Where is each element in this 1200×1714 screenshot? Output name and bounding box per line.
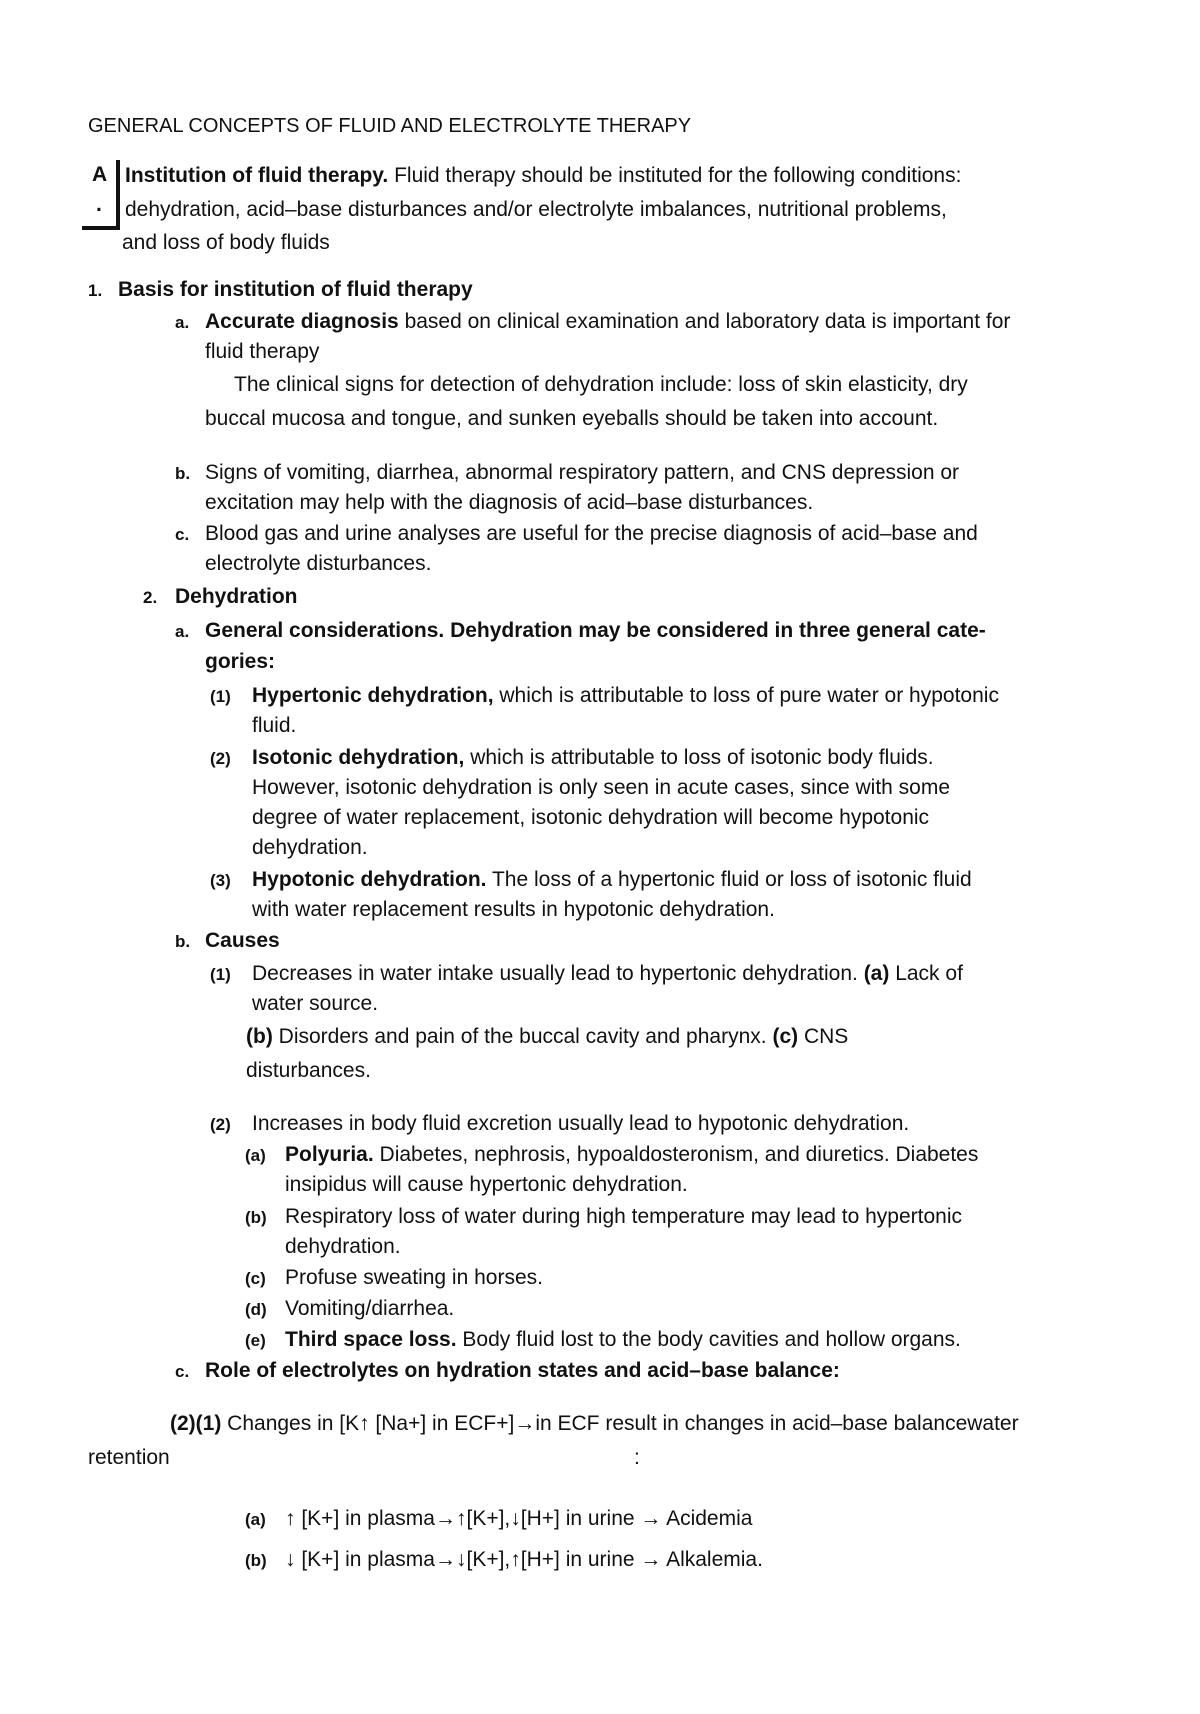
s2-ca-text: ↑ [K+] in plasma→↑[K+],↓[H+] in urine → Acidemia [285, 1507, 753, 1530]
s1-c-line2: electrolyte disturbances. [205, 552, 432, 575]
s2-a-3-mark: (3) [210, 871, 231, 890]
s2-a-3-line1 [210, 866, 972, 895]
s2-a-1-bold: Hypertonic dehydration, [252, 684, 494, 707]
s2-b-2-c-line [245, 1264, 543, 1293]
section-a-heading: Institution of fluid therapy. [125, 164, 389, 187]
s1-heading-line [88, 276, 473, 305]
s2-b-2-e-line [245, 1326, 961, 1355]
section-a-dot: . [96, 193, 102, 216]
s2-c-heading-line [175, 1357, 840, 1386]
section-a-text1: Fluid therapy should be instituted for the following conditions: [388, 164, 962, 187]
s2-c1-line1 [170, 1410, 1019, 1438]
s2-b-2-a-bold: Polyuria. [285, 1143, 374, 1166]
s1-a-note-line2: buccal mucosa and tongue, and sunken eyeballs should be taken into account. [205, 407, 939, 430]
s1-c-text1: Blood gas and urine analyses are useful for the precise diagnosis of acid–base and [205, 522, 978, 545]
s2-a-3-text: The loss of a hypertonic fluid or loss of isotonic fluid [486, 868, 972, 891]
s2-b-1-line4: disturbances. [246, 1059, 371, 1082]
s2-a-2-line1 [210, 744, 934, 773]
s1-a-bold: Accurate diagnosis [205, 310, 399, 333]
s2-b-1-a-mark: (a) [863, 962, 890, 985]
s2-a-2-mark: (2) [210, 749, 231, 768]
s1-a-line2: fluid therapy [205, 340, 320, 363]
s2-b-2-e-bold: Third space loss. [285, 1328, 457, 1351]
s2-a-3-bold: Hypotonic dehydration. [252, 868, 487, 891]
s1-b-text1: Signs of vomiting, diarrhea, abnormal respiratory pattern, and CNS depression or [205, 461, 960, 484]
s1-a-mark: a. [175, 313, 190, 332]
s2-c-heading: Role of electrolytes on hydration states and acid–base balance: [205, 1359, 840, 1382]
s2-b-2-a-line2: insipidus will cause hypertonic dehydration. [285, 1173, 688, 1196]
s2-b-1-b-mark: (b) [246, 1025, 273, 1048]
s2-b-1-mark: (1) [210, 965, 231, 984]
s2-a-2-bold: Isotonic dehydration, [252, 746, 465, 769]
s2-b-1-line3 [246, 1023, 848, 1051]
s2-ca-line [245, 1505, 752, 1534]
s2-c1-text: Changes in [K↑ [Na+] in ECF+]→in ECF result in changes in acid–base balancewater [221, 1412, 1019, 1435]
section-a-line2: dehydration, acid–base disturbances and/or electrolyte imbalances, nutritional problems, [125, 198, 947, 221]
s1-b-line1 [175, 459, 959, 488]
s2-b-2-d-line [245, 1295, 454, 1324]
s2-b-2-b-mark: (b) [245, 1208, 267, 1227]
s2-b-2-a-text: Diabetes, nephrosis, hypoaldosteronism, and diuretics. Diabetes [373, 1143, 979, 1166]
s1-b-line2: excitation may help with the diagnosis of acid–base disturbances. [205, 491, 814, 514]
s2-b-2-a-mark: (a) [245, 1146, 266, 1165]
s1-a-note-line1: The clinical signs for detection of dehydration include: loss of skin elasticity, dry [234, 373, 968, 396]
s2-heading-line [143, 583, 298, 612]
s2-a-text: General considerations. Dehydration may be considered in three general cate- [205, 619, 986, 642]
s2-a-1-text: which is attributable to loss of pure water or hypotonic [493, 684, 999, 707]
s2-b-1-c-text: CNS [798, 1025, 849, 1048]
s2-c1-colon: : [634, 1446, 640, 1469]
s2-ca-mark: (a) [245, 1510, 266, 1529]
s2-a-line1 [175, 617, 986, 646]
s2-cb-line [245, 1546, 763, 1575]
s1-a-line1 [175, 308, 1010, 337]
s2-b-2-b-text: Respiratory loss of water during high temperature may lead to hypertonic [285, 1205, 963, 1228]
s2-heading: Dehydration [175, 585, 298, 608]
s2-b-2-d-mark: (d) [245, 1300, 267, 1319]
s2-a-2-line3: degree of water replacement, isotonic dehydration will become hypotonic [252, 806, 930, 829]
s2-c1-line2: retention [88, 1446, 170, 1469]
section-a-line1 [125, 162, 961, 190]
s1-number: 1. [88, 281, 103, 300]
s2-b-2-c-text: Profuse sweating in horses. [285, 1266, 543, 1289]
s2-b-2-b-line1 [245, 1203, 962, 1232]
s2-b-1-line1 [210, 960, 963, 989]
s2-a-line2: gories: [205, 650, 276, 673]
s2-b-2-c-mark: (c) [245, 1269, 266, 1288]
s2-number: 2. [143, 588, 158, 607]
s2-b-1-a-text: Lack of [889, 962, 963, 985]
s2-b-2-a-line1 [245, 1141, 978, 1170]
s2-b-2-d-text: Vomiting/diarrhea. [285, 1297, 455, 1320]
s2-b-2-text: Increases in body fluid excretion usually lead to hypotonic dehydration. [252, 1112, 910, 1135]
document-title: GENERAL CONCEPTS OF FLUID AND ELECTROLYTE THERAPY [88, 115, 692, 137]
s2-a-1-line2: fluid. [252, 714, 297, 737]
s2-a-2-line4: dehydration. [252, 836, 368, 859]
s2-a-2-text: which is attributable to loss of isotonic body fluids. [464, 746, 934, 769]
s2-b-2-line1 [210, 1110, 909, 1139]
s2-b-heading-line [175, 927, 280, 956]
s2-b-1-b-text: Disorders and pain of the buccal cavity and pharynx. [272, 1025, 767, 1048]
section-a-letter: A [92, 163, 108, 186]
s2-b-2-mark: (2) [210, 1115, 231, 1134]
s2-b-2-e-text: Body fluid lost to the body cavities and hollow organs. [456, 1328, 961, 1351]
s2-a-3-line2: with water replacement results in hypotonic dehydration. [252, 898, 775, 921]
s2-a-2-line2: However, isotonic dehydration is only seen in acute cases, since with some [252, 776, 951, 799]
s1-c-line1 [175, 520, 978, 549]
s2-cb-text: ↓ [K+] in plasma→↓[K+],↑[H+] in urine → Alkalemia. [285, 1548, 763, 1571]
s2-a-1-line1 [210, 682, 999, 711]
s2-b-2-b-line2: dehydration. [285, 1235, 401, 1258]
s2-a-1-mark: (1) [210, 687, 231, 706]
s2-c-mark: c. [175, 1362, 190, 1381]
s1-heading: Basis for institution of fluid therapy [118, 278, 473, 301]
s2-b-mark: b. [175, 932, 191, 951]
s2-b-1-line2: water source. [252, 992, 379, 1015]
s2-b-2-e-mark: (e) [245, 1331, 266, 1350]
section-a-line3: and loss of body fluids [122, 231, 330, 254]
s2-cb-mark: (b) [245, 1551, 267, 1570]
s2-c1-prefix: (2)(1) [170, 1412, 222, 1435]
s2-b-1-text: Decreases in water intake usually lead to hypertonic dehydration. [252, 962, 858, 985]
s1-a-text: based on clinical examination and laboratory data is important for [398, 310, 1011, 333]
s1-b-mark: b. [175, 464, 191, 483]
s1-c-mark: c. [175, 525, 190, 544]
s2-b-1-c-mark: (c) [772, 1025, 799, 1048]
s2-b-heading: Causes [205, 929, 280, 952]
s2-a-mark: a. [175, 622, 190, 641]
